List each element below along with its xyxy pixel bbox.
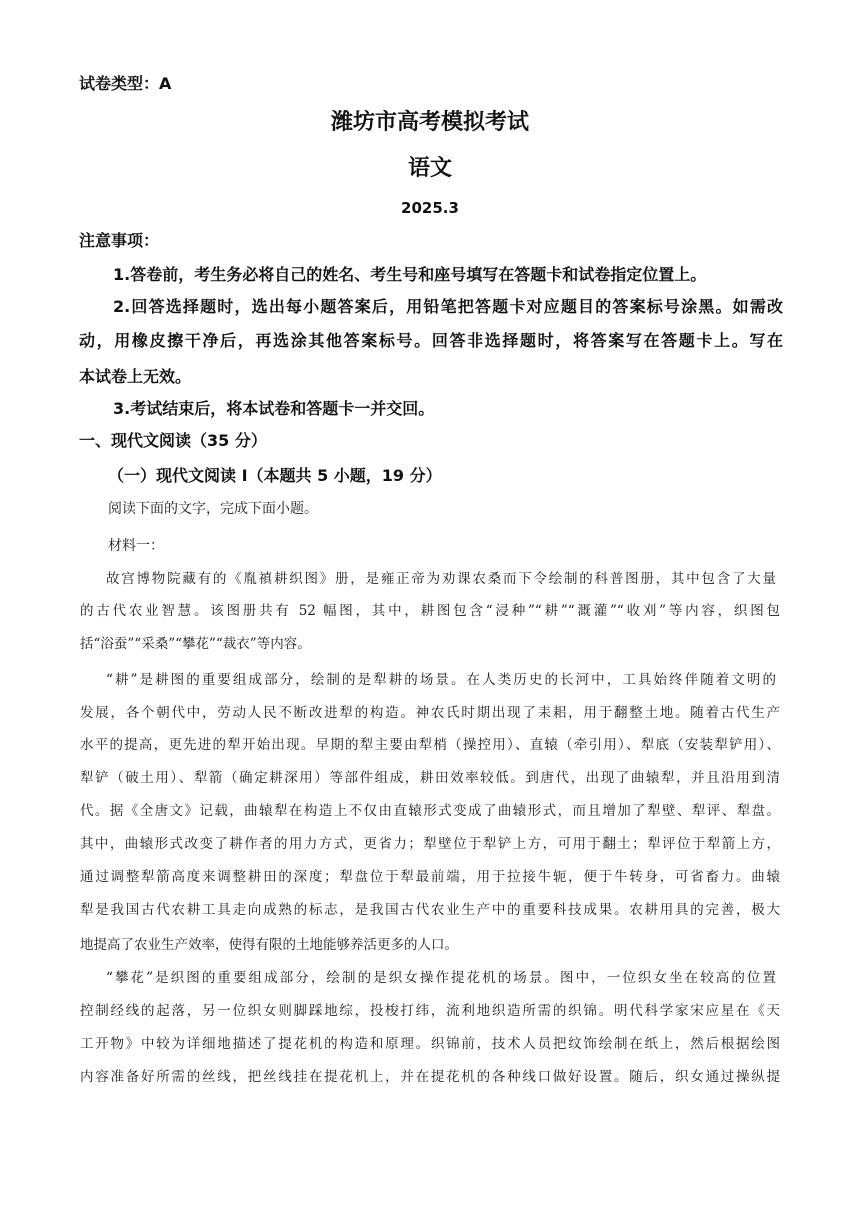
section-heading: 一、现代文阅读（35 分）	[79, 431, 267, 450]
body-line-6: 水平的提高，更先进的犁开始出现。早期的犁主要由犁梢（操控用）、直辕（牵引用）、犁底（安装犁铲用）、	[80, 737, 780, 753]
body-line-12: 地提高了农业生产效率，使得有限的土地能够养活更多的人口。	[80, 937, 458, 953]
notice-item-1: 1.答卷前，考生务必将自己的姓名、考生号和座号填写在答题卡和试卷指定位置上。	[113, 265, 707, 284]
body-line-11: 犁是我国古代农耕工具走向成熟的标志，是我国古代农业生产中的重要科技成果。农耕用具的完善，极大	[80, 902, 780, 918]
body-line-15: 工开物》中较为详细地描述了提花机的构造和原理。织锦前，技术人员把纹饰绘制在纸上，然后根据绘图	[80, 1036, 780, 1052]
body-line-2: 的古代农业智慧。该图册共有 52 幅图，其中，耕图包含“浸种”“耕”“溉灌”“收刈”等内容，织图包	[80, 603, 780, 619]
notice-heading: 注意事项：	[79, 231, 160, 250]
notice-item-3: 3.考试结束后，将本试卷和答题卡一并交回。	[113, 399, 435, 418]
body-line-3: 括“浴蚕”“采桑”“攀花”“裁衣”等内容。	[80, 636, 311, 652]
notice-item-2-cont: 动，用橡皮擦干净后，再选涂其他答案标号。回答非选择题时，将答案写在答题卡上。写在	[79, 331, 783, 350]
notice-item-2-end: 本试卷上无效。	[79, 367, 192, 386]
paper-type-label: 试卷类型：A	[79, 74, 172, 93]
exam-date: 2025.3	[401, 199, 459, 217]
body-line-13: “攀花”是织图的重要组成部分，绘制的是织女操作提花机的场景。图中，一位织女坐在较高的位置	[106, 970, 776, 986]
body-line-5: 发展，各个朝代中，劳动人民不断改进犁的构造。神农氏时期出现了耒耜，用于翻整土地。随着古代生产	[80, 705, 780, 721]
body-line-9: 其中，曲辕形式改变了耕作者的用力方式，更省力；犁壁位于犁铲上方，可用于翻土；犁评位于犁箭上方，	[80, 836, 780, 852]
body-line-14: 控制经线的起落，另一位织女则脚踩地综，投梭打纬，流利地织造所需的织锦。明代科学家宋应星在《天	[80, 1003, 780, 1019]
subject-title: 语文	[407, 156, 452, 181]
body-line-16: 内容准备好所需的丝线，把丝线挂在提花机上，并在提花机的各种线口做好设置。随后，织女通过操纵提	[80, 1069, 780, 1085]
body-line-10: 通过调整犁箭高度来调整耕田的深度；犁盘位于犁最前端，用于拉接牛轭，便于牛转身，可省畜力。曲辕	[80, 869, 780, 885]
body-line-8: 代。据《全唐文》记载，曲辕犁在构造上不仅由直辕形式变成了曲辕形式，而且增加了犁壁、犁评、犁盘。	[80, 803, 780, 819]
material-label: 材料一：	[108, 538, 164, 554]
subsection-heading: （一）现代文阅读 I（本题共 5 小题，19 分）	[108, 466, 442, 485]
instruction-text: 阅读下面的文字，完成下面小题。	[108, 501, 318, 517]
exam-title: 潍坊市高考模拟考试	[330, 110, 529, 135]
body-line-1: 故宫博物院藏有的《胤禛耕织图》册，是雍正帝为劝课农桑而下令绘制的科普图册，其中包含了大量	[106, 571, 776, 587]
body-line-7: 犁铲（破土用）、犁箭（确定耕深用）等部件组成，耕田效率较低。到唐代，出现了曲辕犁，并且沿用到清	[80, 770, 780, 786]
notice-item-2: 2.回答选择题时，选出每小题答案后，用铅笔把答题卡对应题目的答案标号涂黑。如需改	[113, 297, 783, 316]
body-line-4: “耕”是耕图的重要组成部分，绘制的是犁耕的场景。在人类历史的长河中，工具始终伴随着文明的	[106, 672, 776, 688]
